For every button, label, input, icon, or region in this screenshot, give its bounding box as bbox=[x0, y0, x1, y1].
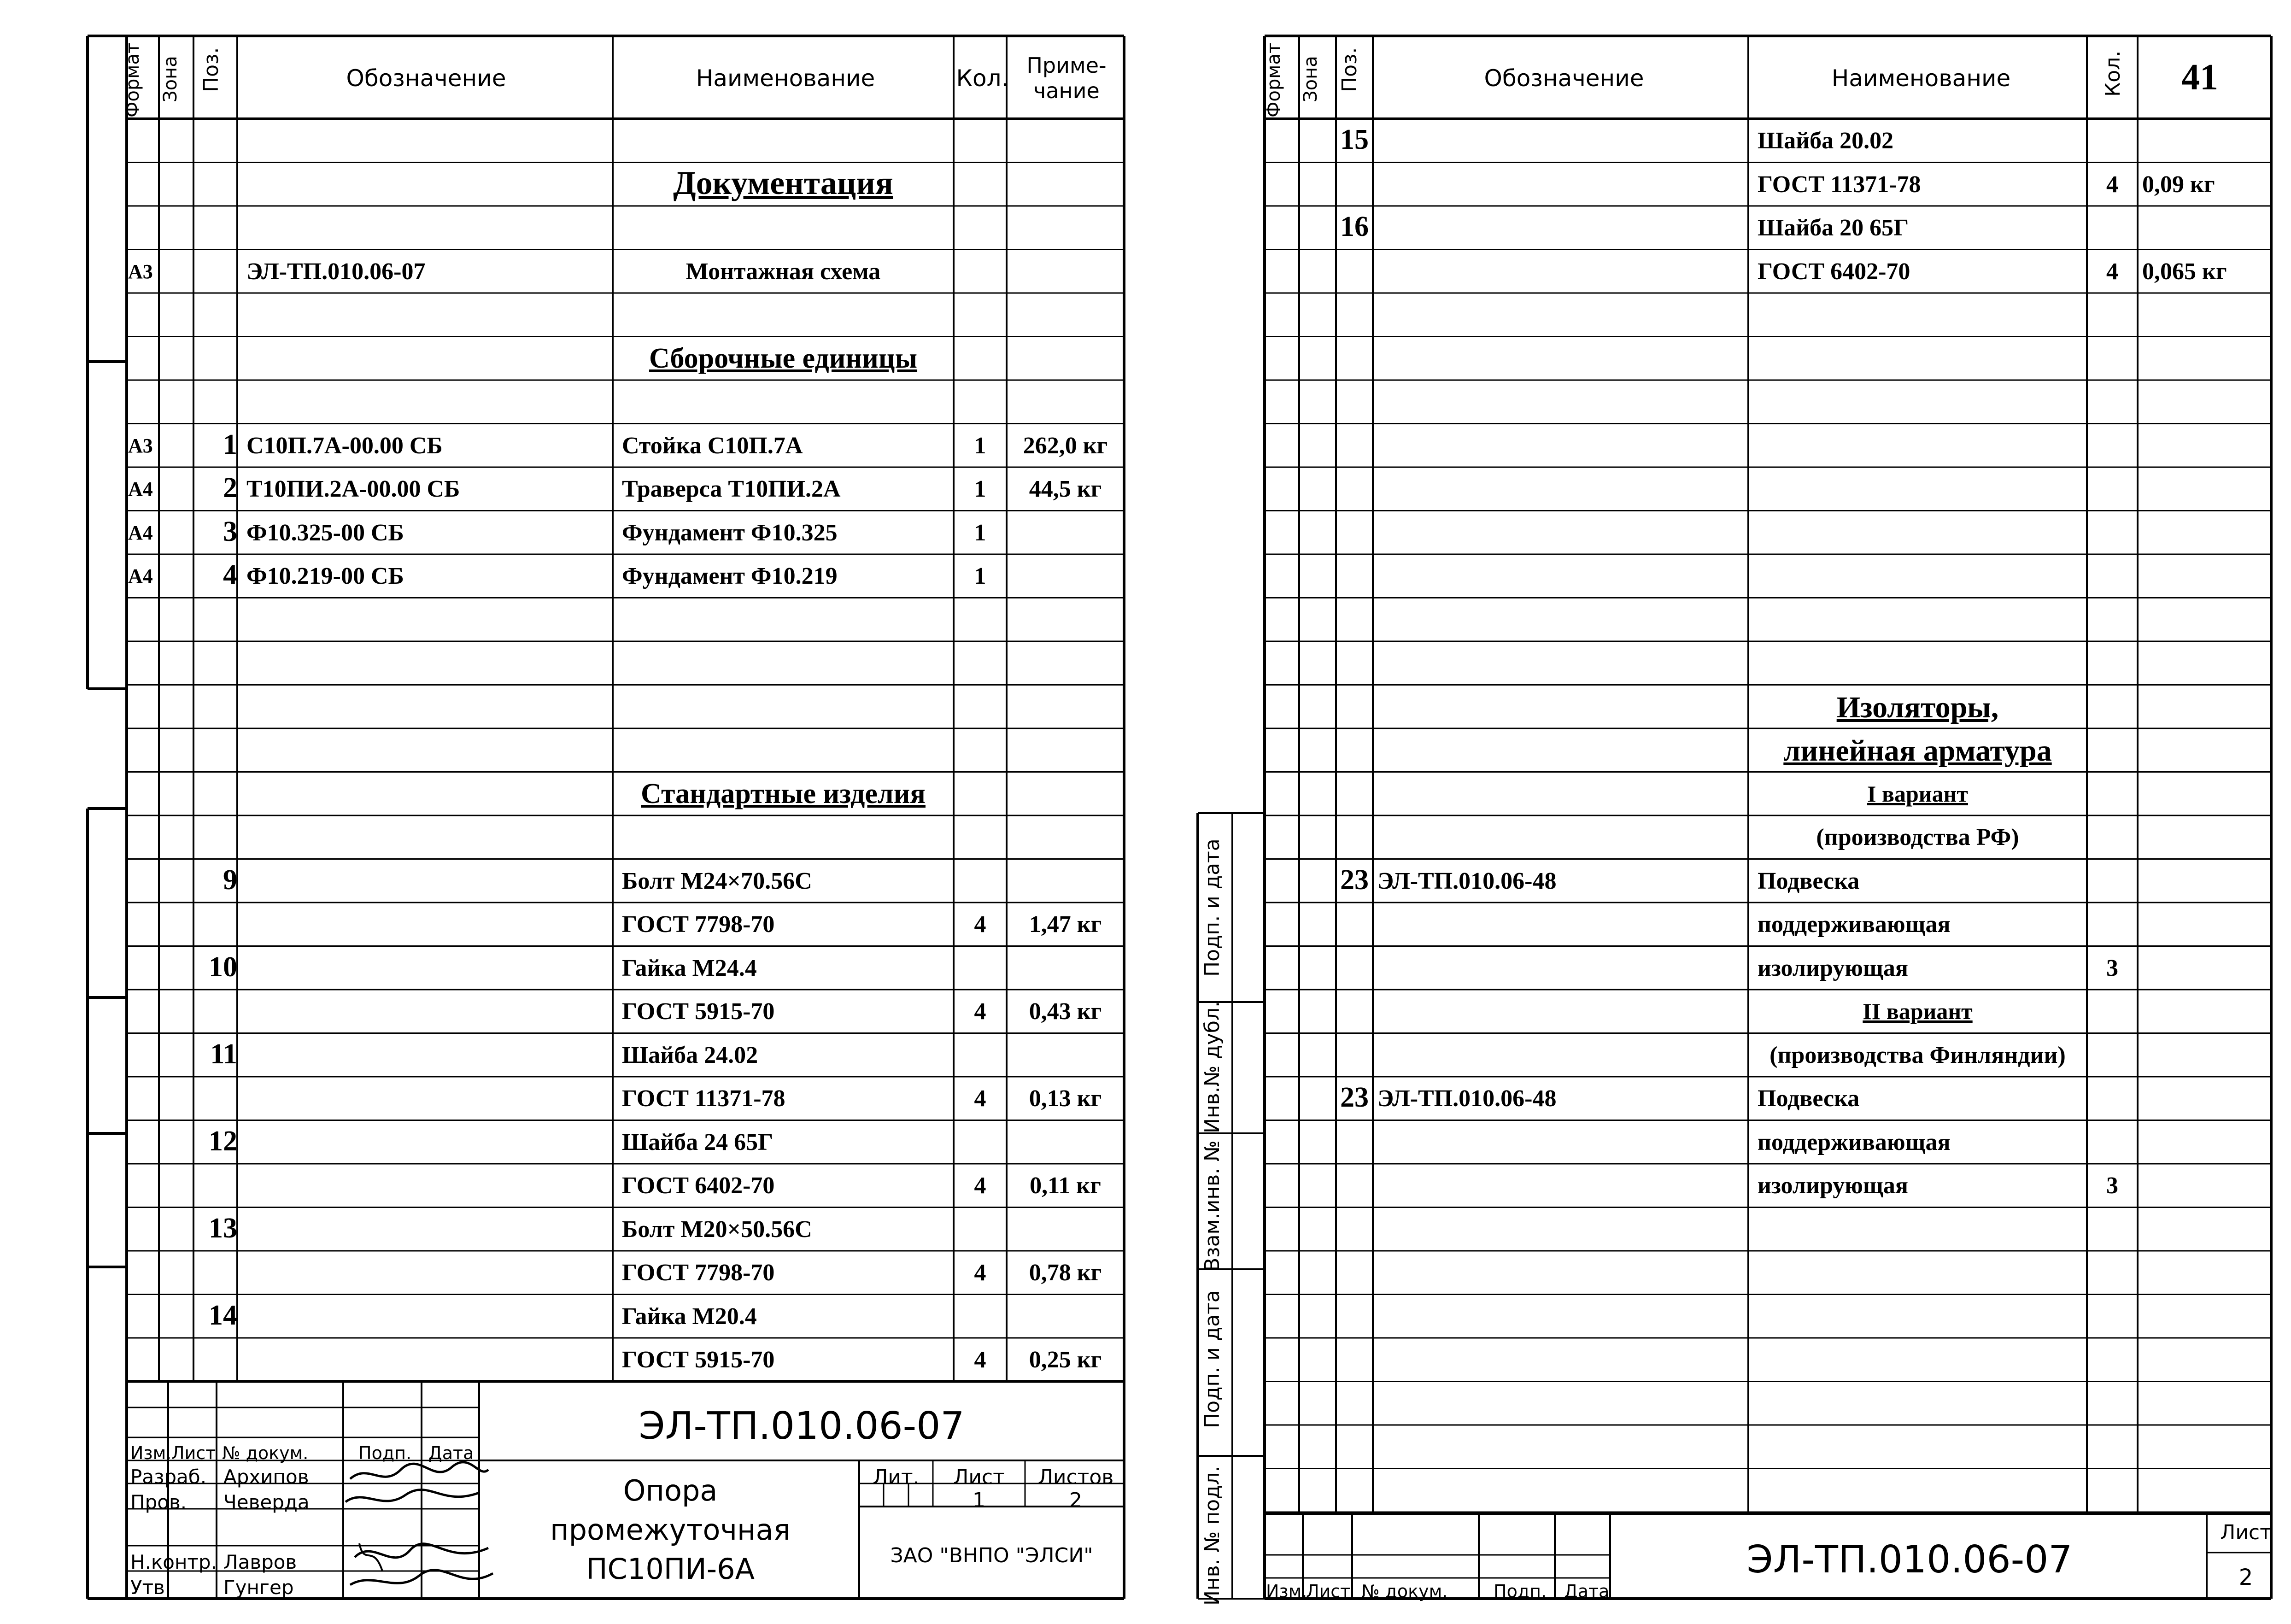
name-cell: Подвеска bbox=[1758, 1085, 1860, 1112]
format-cell: А3 bbox=[128, 260, 153, 283]
tb-lit-label: Лит. bbox=[873, 1466, 920, 1489]
pos-cell: 9 bbox=[223, 864, 237, 896]
qty-cell: 1 bbox=[974, 563, 986, 589]
tb-name-razrab: Архипов bbox=[223, 1466, 309, 1488]
r-tb-col-list: Лист bbox=[1306, 1581, 1351, 1601]
right-sheet-texts bbox=[1147, 0, 2291, 1624]
name-cell: ГОСТ 7798-70 bbox=[622, 1260, 775, 1286]
tb-role-utv: Утв. bbox=[130, 1576, 171, 1599]
qty-cell: 4 bbox=[2106, 258, 2118, 285]
header-qty: Кол. bbox=[956, 65, 1009, 92]
designation-cell: С10П.7А-00.00 СБ bbox=[246, 432, 443, 459]
name-cell: поддерживающая bbox=[1758, 911, 1951, 938]
designation-cell: Ф10.325-00 СБ bbox=[246, 519, 404, 546]
tb-sheet-no: 1 bbox=[973, 1489, 985, 1512]
qty-cell: 4 bbox=[974, 911, 986, 938]
name-cell: (производства РФ) bbox=[1816, 824, 2019, 850]
designation-cell: Ф10.219-00 СБ bbox=[246, 563, 404, 589]
left-sheet bbox=[0, 0, 1143, 1624]
tb-col-list: Лист bbox=[171, 1443, 216, 1463]
name-cell: Болт М20×50.56С bbox=[622, 1216, 812, 1243]
note-cell: 0,43 кг bbox=[1029, 998, 1102, 1025]
header-pos: Поз. bbox=[199, 47, 223, 92]
section-subheading: I вариант bbox=[1867, 780, 1968, 807]
pos-cell: 3 bbox=[223, 516, 237, 547]
note-cell: 0,065 кг bbox=[2142, 258, 2227, 285]
signature-scribbles bbox=[341, 1460, 498, 1599]
pos-cell: 15 bbox=[1340, 124, 1369, 155]
section-heading: Изоляторы, bbox=[1836, 690, 1999, 724]
qty-cell: 4 bbox=[974, 1260, 986, 1286]
pos-cell: 23 bbox=[1340, 1082, 1369, 1113]
name-cell: Фундамент Ф10.219 bbox=[622, 563, 838, 589]
qty-cell: 4 bbox=[974, 998, 986, 1025]
qty-cell: 1 bbox=[974, 519, 986, 546]
name-cell: ГОСТ 11371-78 bbox=[1758, 171, 1921, 198]
name-cell: Подвеска bbox=[1758, 868, 1860, 894]
pos-cell: 16 bbox=[1340, 211, 1369, 242]
qty-cell: 4 bbox=[2106, 171, 2118, 198]
r-tb-col-izm: Изм. bbox=[1266, 1581, 1307, 1601]
name-cell: Шайба 20.02 bbox=[1758, 128, 1894, 154]
tb-role-nkontr: Н.контр. bbox=[130, 1551, 217, 1573]
name-cell: ГОСТ 11371-78 bbox=[622, 1085, 785, 1112]
designation-cell: ЭЛ-ТП.010.06-48 bbox=[1377, 1085, 1557, 1112]
r-tb-sheet-no: 2 bbox=[2238, 1565, 2253, 1590]
format-cell: А3 bbox=[128, 434, 153, 457]
name-cell: ГОСТ 5915-70 bbox=[622, 998, 775, 1025]
section-subheading: Сборочные единицы bbox=[649, 342, 918, 374]
side-label-sign-date-2: Подп. и дата bbox=[1201, 1290, 1224, 1428]
r-header-zone: Зона bbox=[1300, 56, 1321, 102]
name-cell: Траверса Т10ПИ.2А bbox=[622, 476, 841, 502]
header-name: Наименование bbox=[696, 65, 875, 92]
section-heading: линейная арматура bbox=[1783, 734, 2052, 768]
format-cell: А4 bbox=[128, 565, 153, 587]
name-cell: Гайка М20.4 bbox=[622, 1303, 757, 1330]
section-heading: Документация bbox=[673, 164, 893, 201]
name-cell: Стойка С10П.7А bbox=[622, 432, 803, 459]
right-sheet bbox=[1147, 0, 2291, 1624]
tb-name-nkontr: Лавров bbox=[223, 1551, 297, 1573]
title-block-code: ЭЛ-ТП.010.06-07 bbox=[639, 1404, 965, 1448]
name-cell: ГОСТ 5915-70 bbox=[622, 1347, 775, 1373]
tb-title-line3: ПС10ПИ-6А bbox=[586, 1552, 755, 1586]
tb-title-line2: промежуточная bbox=[550, 1513, 791, 1547]
designation-cell: Т10ПИ.2А-00.00 СБ bbox=[246, 476, 460, 502]
name-cell: Шайба 20 65Г bbox=[1758, 215, 1909, 241]
note-cell: 0,11 кг bbox=[1030, 1173, 1101, 1199]
name-cell: поддерживающая bbox=[1758, 1129, 1951, 1155]
header-format: Формат bbox=[122, 42, 143, 117]
r-header-qty: Кол. bbox=[2101, 50, 2125, 97]
side-label-inv-dubl: Инв.№ дубл. bbox=[1201, 1001, 1224, 1133]
tb-sheet-label: Лист bbox=[953, 1466, 1005, 1489]
tb-organization: ЗАО "ВНПО "ЭЛСИ" bbox=[890, 1544, 1093, 1567]
name-cell: Фундамент Ф10.325 bbox=[622, 519, 838, 546]
name-cell: Гайка М24.4 bbox=[622, 955, 757, 981]
qty-cell: 4 bbox=[974, 1347, 986, 1373]
r-header-designation: Обозначение bbox=[1484, 65, 1644, 92]
format-cell: А4 bbox=[128, 521, 153, 544]
r-header-format: Формат bbox=[1263, 42, 1284, 117]
r-tb-col-date: Дата bbox=[1564, 1581, 1610, 1601]
qty-cell: 3 bbox=[2106, 955, 2118, 981]
designation-cell: ЭЛ-ТП.010.06-07 bbox=[246, 258, 426, 285]
r-tb-col-doc: № докум. bbox=[1361, 1581, 1448, 1601]
name-cell: Шайба 24 65Г bbox=[622, 1129, 773, 1155]
note-cell: 0,09 кг bbox=[2142, 171, 2215, 198]
pos-cell: 4 bbox=[223, 559, 237, 591]
designation-cell: ЭЛ-ТП.010.06-48 bbox=[1377, 868, 1557, 894]
tb-sheets-label: Листов bbox=[1037, 1466, 1114, 1489]
tb-col-izm: Изм. bbox=[130, 1443, 172, 1463]
left-sheet-texts bbox=[0, 0, 1143, 1624]
tb-name-utv: Гунгер bbox=[223, 1576, 294, 1599]
name-cell: Шайба 24.02 bbox=[622, 1042, 758, 1068]
tb-sheets-no: 2 bbox=[1069, 1489, 1082, 1512]
page-number: 41 bbox=[2181, 57, 2218, 98]
pos-cell: 1 bbox=[223, 428, 237, 460]
pos-cell: 10 bbox=[209, 951, 237, 983]
pos-cell: 2 bbox=[223, 472, 237, 504]
name-cell: изолирующая bbox=[1758, 1173, 1909, 1199]
qty-cell: 1 bbox=[974, 476, 986, 502]
side-label-sign-date-1: Подп. и дата bbox=[1201, 838, 1224, 977]
name-cell: изолирующая bbox=[1758, 955, 1909, 981]
section-subheading: II вариант bbox=[1863, 998, 1973, 1024]
qty-cell: 4 bbox=[974, 1173, 986, 1199]
tb-name-prov: Чеверда bbox=[223, 1491, 310, 1513]
pos-cell: 11 bbox=[210, 1038, 237, 1070]
tb-title-line1: Опора bbox=[623, 1474, 718, 1507]
name-cell: Монтажная схема bbox=[686, 258, 881, 285]
tb-role-razrab: Разраб. bbox=[130, 1466, 207, 1488]
tb-col-date: Дата bbox=[428, 1443, 474, 1463]
r-title-block-code: ЭЛ-ТП.010.06-07 bbox=[1746, 1538, 2073, 1582]
qty-cell: 4 bbox=[974, 1085, 986, 1112]
tb-col-doc: № докум. bbox=[222, 1443, 309, 1463]
tb-col-sign: Подп. bbox=[358, 1443, 412, 1463]
note-cell: 0,25 кг bbox=[1029, 1347, 1102, 1373]
name-cell: Болт М24×70.56С bbox=[622, 868, 812, 894]
name-cell: ГОСТ 7798-70 bbox=[622, 911, 775, 938]
note-cell: 0,13 кг bbox=[1029, 1085, 1102, 1112]
tb-role-prov: Пров. bbox=[130, 1491, 187, 1513]
r-header-name: Наименование bbox=[1831, 65, 2011, 92]
r-tb-sheet-label: Лист bbox=[2220, 1521, 2272, 1544]
r-header-pos: Поз. bbox=[1338, 47, 1361, 92]
name-cell: ГОСТ 6402-70 bbox=[622, 1173, 775, 1199]
header-designation: Обозначение bbox=[346, 65, 506, 92]
note-cell: 262,0 кг bbox=[1023, 432, 1108, 459]
note-cell: 1,47 кг bbox=[1029, 911, 1102, 938]
note-cell: 44,5 кг bbox=[1029, 476, 1102, 502]
side-label-inv-podl: Инв. № подл. bbox=[1201, 1466, 1224, 1606]
name-cell: (производства Финляндии) bbox=[1770, 1042, 2066, 1068]
header-zone: Зона bbox=[160, 56, 181, 102]
header-note: Приме- чание bbox=[1026, 53, 1107, 104]
section-subheading: Стандартные изделия bbox=[641, 778, 926, 809]
pos-cell: 12 bbox=[209, 1125, 237, 1157]
name-cell: ГОСТ 6402-70 bbox=[1758, 258, 1910, 285]
pos-cell: 14 bbox=[209, 1299, 237, 1331]
r-tb-col-sign: Подп. bbox=[1494, 1581, 1547, 1601]
qty-cell: 1 bbox=[974, 432, 986, 459]
pos-cell: 23 bbox=[1340, 864, 1369, 896]
format-cell: А4 bbox=[128, 478, 153, 500]
pos-cell: 13 bbox=[209, 1212, 237, 1244]
note-cell: 0,78 кг bbox=[1029, 1260, 1102, 1286]
side-label-vzam-inv: Взам.инв. № bbox=[1201, 1140, 1224, 1272]
qty-cell: 3 bbox=[2106, 1173, 2118, 1199]
